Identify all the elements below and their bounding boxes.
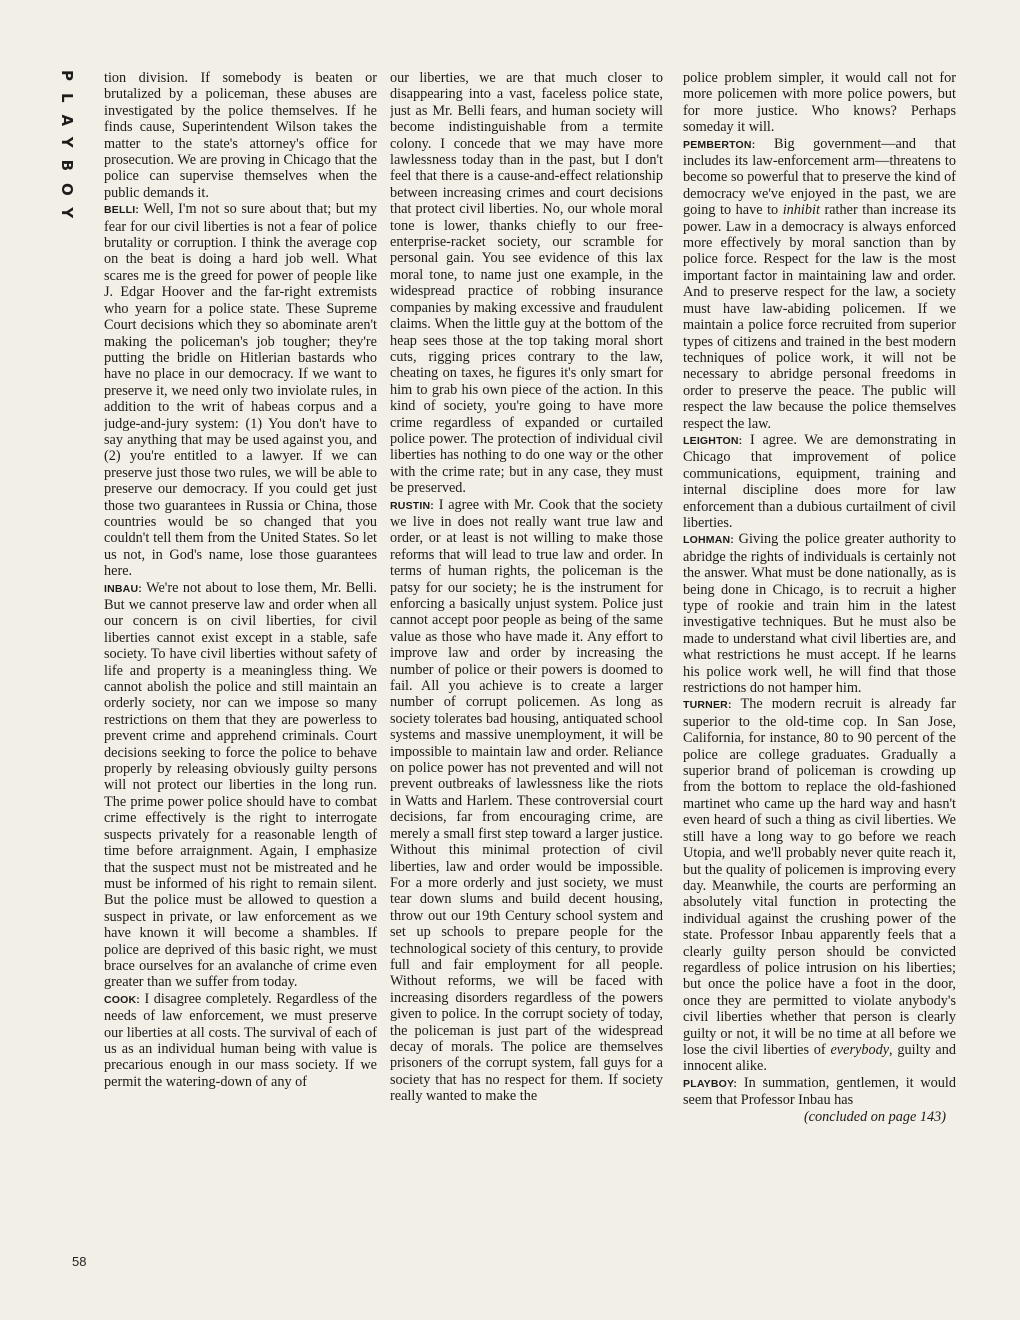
paragraph-text: our liberties, we are that much closer to disappearing into a vast, faceless police state, just as Mr. Belli fears, and human society will become indistinguishable from a termite colony. I concede that we may have more lawlessness today than in the past, but I don't feel that there is a cause-and-effect relationship between increasing crimes and court decisions that protect civil liberties. No, our whole moral tone is lower, thanks chiefly to our free-enterprise-racket society, our scramble for personal gain. You see evidence of this lax moral tone, to name just one example, in the widespread practice of robbing insurance companies by making excessive and fraudulent claims. When the little guy at the bottom of the heap sees those at the top taking moral short cuts, rigging prices contrary to the law, cheating on taxes, he figures it's only smart for him to grab his own piece of the action. In this kind of society, you're going to have more crime regardless of expanded or curtailed police power. The protection of individual civil liberties has nothing to do one way or the other with the crime rate; but in any case, they must be preserved.	[390, 70, 663, 497]
paragraph-text: I agree. We are demonstrating in Chicago that improvement of police communications, equipment, training and internal discipline does more for law enforcement than a dubious curtailment of civil liberties.	[683, 431, 956, 531]
page-number: 58	[72, 1254, 87, 1269]
emphasized-word: everybody	[830, 1041, 890, 1058]
paragraph-text-continued: rather than increase its power. Law in a democracy is always enforced more effectively by moral sanction than by police force. Respect for the law is the most important factor in maintaining law and order. And to preserve respect for the law, a society must have law-abiding policemen. If we maintain a police force recruited from superior types of citizens and trained in the best modern techniques of police work, it will not be necessary to abridge personal freedoms in order to preserve the peace. The public will respect the law because the police themselves respect the law.	[683, 202, 956, 432]
paragraph-text: The modern recruit is already far superior to the old-time cop. In San Jose, California, for instance, 80 to 90 percent of the police are college graduates. Gradually a superior brand of policeman is crowding up from the bottom to replace the old-fashioned martinet who came up the hard way and hasn't even heard of such a thing as civil liberties. We still have a long way to go before we reach Utopia, and we'll probably never quite reach it, but the quality of policemen is improving every day. Meanwhile, the courts are performing an absolutely vital function in protecting the individual against the crushing power of the state. Professor Inbau apparently feels that a clearly guilty person should be convicted regardless of police intrusion on his liberties; but once the police have a foot in the door, once they are permitted to violate anybody's civil liberties whether that person is clearly guilty or not, it will be no time at all before we lose the civil liberties of	[683, 696, 956, 1058]
speaker-name: TURNER:	[683, 699, 732, 712]
speaker-paragraph	[683, 1075, 956, 1109]
paragraph-text: Big government—and that includes its law-enforcement arm—threatens to become so powerful that to preserve the kind of democracy we've enjoyed in the past, we are going to have to	[683, 135, 956, 219]
continued-paragraph	[104, 70, 377, 201]
text-column-3	[683, 70, 956, 1292]
speaker-name: LEIGHTON:	[683, 434, 743, 447]
speaker-paragraph	[683, 531, 956, 696]
paragraph-text: police problem simpler, it would call not for more policemen with more police powers, but for more justice. Who knows? Perhaps someday it will.	[683, 70, 956, 136]
playboy-masthead	[58, 70, 80, 230]
continued-paragraph	[390, 70, 663, 497]
text-column-2	[390, 70, 663, 1292]
continued-on-note: (concluded on page 143)	[803, 1108, 946, 1125]
masthead-text: PLAYBOY	[58, 70, 76, 231]
paragraph-text: In summation, gentlemen, it would seem that Professor Inbau has	[683, 1074, 956, 1109]
paragraph-text: We're not about to lose them, Mr. Belli. But we cannot preserve law and order when all our concern is on civil liberties, for civil liberties cannot exist except in a stable, safe society. To have civil liberties without safety of life and property is a meaningless thing. We cannot abolish the police and still maintain an orderly society, nor can we impose so many restrictions on them that they are powerless to prevent crime and apprehend criminals. Court decisions seeking to force the police to behave properly by releasing obviously guilty persons will not protect our liberties in the long run. The prime power police should have to combat crime effectively is the right to interrogate suspects privately for a reasonable length of time before arraignment. Again, I emphasize that the suspect must not be mistreated and he must be informed of his right to remain silent. But the police must be allowed to question a suspect in private, or law enforcement as we have known it will become a shambles. If police are deprived of this basic right, we must brace ourselves for an avalanche of crime even greater than we suffer from today.	[104, 579, 377, 991]
paragraph-text-continued: , guilty and innocent alike.	[683, 1041, 956, 1075]
speaker-paragraph	[104, 991, 377, 1090]
speaker-name: RUSTIN:	[390, 499, 434, 512]
paragraph-text: I agree with Mr. Cook that the society we live in does not really want true law and order, or at least is not willing to make those reforms that will lead to true law and order. In terms of human rights, the policeman is the patsy for our society; he is the instrument for enforcing a basically unjust system. Police just cannot accept poor people as being of the same value as those who have made it. Any effort to improve law and order by increasing the number of police or their powers is doomed to fail. All you achieve is to create a larger number of corrupt policemen. As long as society tolerates bad housing, antiquated school systems and massive unemployment, it will be impossible to maintain law and order. Reliance on police power has not prevented and will not prevent outbreaks of lawlessness like the riots in Watts and Harlem. These controversial court decisions, far from encouraging crime, are merely a small first step toward a larger justice. Without this minimal protection of civil liberties, law and order would be impossible. For a more orderly and just society, we must tear down slums and build decent housing, throw out our 19th Century school system and set up schools to prepare people for the technological society of this century, to provide full and fair employment for all people. Without reforms, we will be faced with increasing disorders regardless of the powers given to police. In the corrupt society of today, the policeman is just part of the widespread decay of morals. The police are themselves prisoners of the corrupt system, fall guys for a society that has no respect for them. If society really wanted to make the	[390, 496, 663, 1105]
speaker-paragraph	[104, 580, 377, 991]
speaker-name: COOK:	[104, 993, 140, 1006]
speaker-name: LOHMAN:	[683, 534, 734, 547]
text-column-1	[104, 70, 377, 1292]
paragraph-text: Giving the police greater authority to abridge the rights of individuals is certainly not the answer. What must be done nationally, as is being done in Chicago, is to recruit a higher type of rookie and train him in the latest investigative techniques. But he must also be made to understand what civil liberties are, and what restrictions he must accept. If he learns his police work well, he will find that those restrictions do not hamper him.	[683, 531, 956, 697]
continued-paragraph	[683, 70, 956, 136]
speaker-paragraph	[683, 696, 956, 1074]
speaker-name: INBAU:	[104, 582, 142, 595]
speaker-paragraph	[390, 497, 663, 1105]
paragraph-text: Well, I'm not so sure about that; but my fear for our civil liberties is not a fear of police brutality or corruption. I think the average cop on the beat is doing a hard job well. What scares me is the greed for power of people like J. Edgar Hoover and the far-right extremists who yearn for a police state. These Supreme Court decisions which they so abominate aren't making the policeman's job tougher; they're putting the bridle on Hitlerian bastards who have no place in our democracy. If we want to preserve it, we need only two inviolate rules, in addition to the writ of habeas corpus and a judge-and-jury system: (1) You don't have to say anything that may be used against you, and (2) you're entitled to a lawyer. If we can preserve just those two rules, we will be able to preserve our democracy. If you could get just those two guarantees in Russia or China, those countries would be so changed that you couldn't tell them from the United States. So let us not, in God's name, lose those guarantees here.	[104, 201, 377, 580]
paragraph-text: tion division. If somebody is beaten or brutalized by a policeman, these abuses are investigated by the police themselves. If he finds cause, Superintendent Wilson takes the matter to the state's attorney's office for prosecution. We are proving in Chicago that the police can supervise themselves when the public demands it.	[104, 70, 377, 201]
paragraph-text: I disagree completely. Regardless of the needs of law enforcement, we must preserve our liberties at all costs. The survival of each of us as an individual human being with value is precarious enough in our mass society. If we permit the watering-down of any of	[104, 990, 377, 1090]
speaker-name: PLAYBOY:	[683, 1077, 738, 1090]
speaker-paragraph	[104, 201, 377, 579]
speaker-name: PEMBERTON:	[683, 138, 756, 151]
emphasized-word: inhibit	[782, 202, 820, 219]
speaker-name: BELLI:	[104, 204, 140, 217]
speaker-paragraph	[683, 136, 956, 432]
speaker-paragraph	[683, 432, 956, 531]
